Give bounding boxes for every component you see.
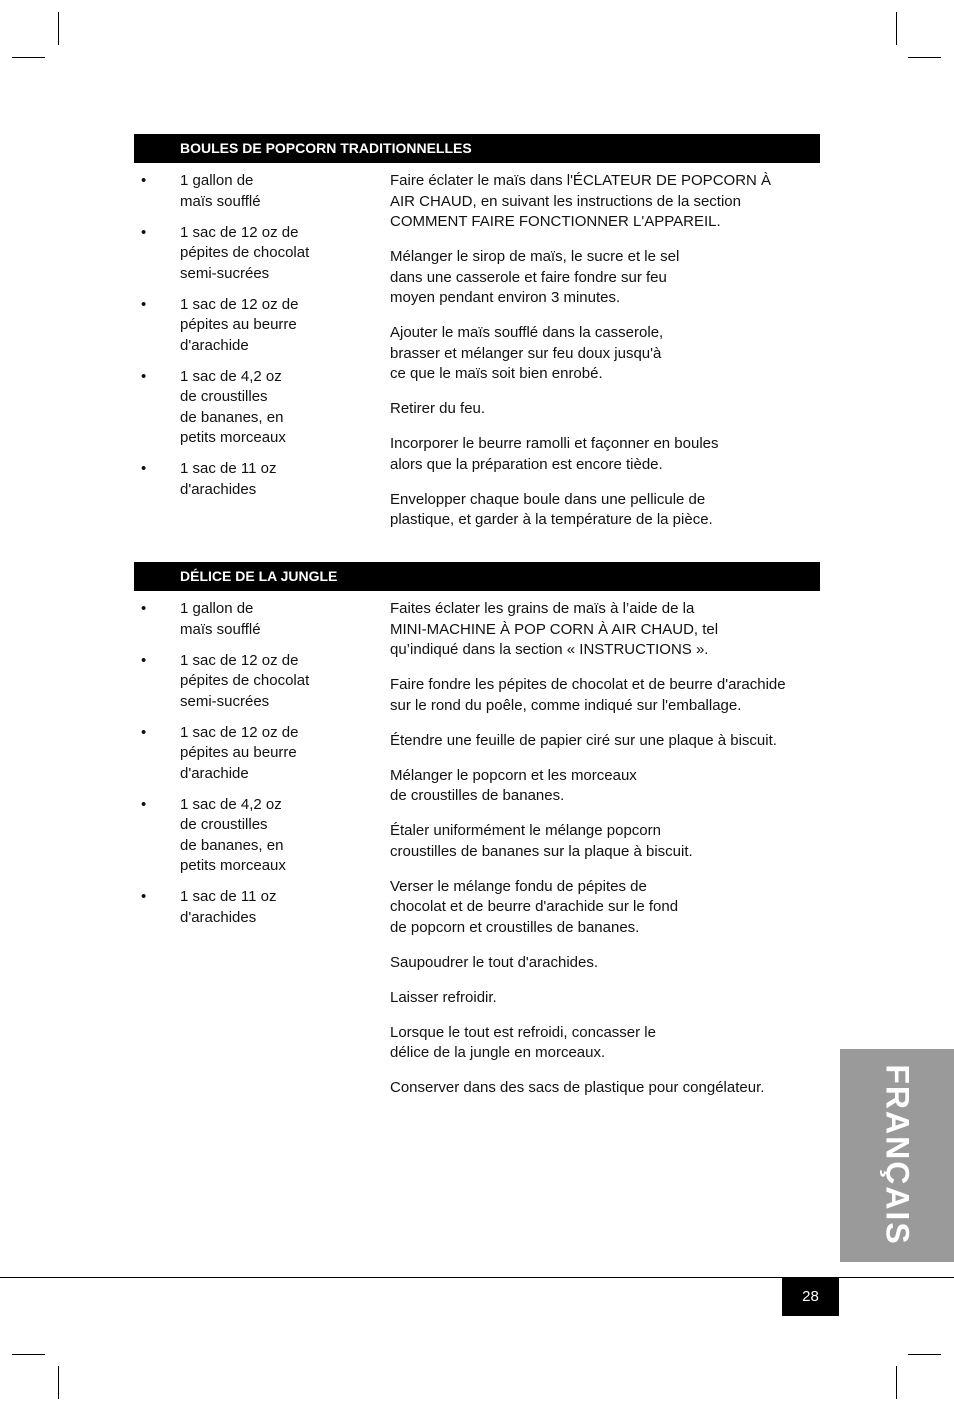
instruction-step: Lorsque le tout est refroidi, concasser le délice de la jungle en morceaux. — [390, 1023, 656, 1061]
crop-mark — [896, 1366, 897, 1399]
bullet-icon: • — [141, 295, 147, 313]
ingredient-text: 1 sac de 12 oz de pépites de chocolat semi-sucrées — [180, 651, 310, 710]
ingredient-item — [134, 223, 374, 285]
section-title: DÉLICE DE LA JUNGLE — [134, 562, 820, 591]
instruction-step: Étaler uniformément le mélange popcorn croustilles de bananes sur la plaque à biscuit. — [390, 822, 693, 860]
crop-mark — [12, 57, 45, 58]
ingredient-list — [134, 599, 374, 939]
ingredient-text: 1 sac de 11 oz d'arachides — [180, 888, 277, 926]
ingredient-item — [134, 651, 374, 713]
ingredient-text: 1 gallon de maïs soufflé — [180, 172, 261, 210]
ingredient-item — [134, 367, 374, 449]
instruction-step: Envelopper chaque boule dans une pellicule de plastique, et garder à la température de la pièce. — [390, 490, 713, 528]
ingredient-text: 1 sac de 12 oz de pépites au beurre d'arachide — [180, 723, 299, 782]
ingredient-text: 1 sac de 11 oz d'arachides — [180, 460, 277, 498]
crop-mark — [896, 12, 897, 45]
crop-mark — [58, 12, 59, 45]
instruction-step: Saupoudrer le tout d'arachides. — [390, 953, 599, 971]
instruction-list — [390, 599, 820, 1113]
crop-mark — [58, 1366, 59, 1399]
instruction-step: Laisser refroidir. — [390, 988, 497, 1006]
ingredient-text: 1 sac de 12 oz de pépites de chocolat semi-sucrées — [180, 223, 310, 282]
language-tab — [840, 1049, 954, 1262]
crop-mark — [908, 57, 941, 58]
ingredient-list — [134, 171, 374, 511]
bullet-icon: • — [141, 600, 147, 617]
bullet-icon: • — [141, 367, 147, 385]
recipe-section — [134, 134, 820, 534]
instruction-step: Mélanger le popcorn et les morceaux de croustilles de bananes. — [390, 766, 637, 804]
instruction-step: Mélanger le sirop de maïs, le sucre et le sel dans une casserole et faire fondre sur feu moyen pendant environ 3 minutes. — [390, 248, 680, 306]
bullet-icon: • — [141, 888, 147, 905]
ingredient-item — [134, 795, 374, 877]
ingredient-text: 1 sac de 12 oz de pépites au beurre d'arachide — [180, 295, 299, 354]
ingredient-item — [134, 295, 374, 357]
ingredient-item — [134, 887, 374, 928]
ingredient-text: 1 gallon de maïs soufflé — [180, 600, 261, 638]
instruction-step: Ajouter le maïs soufflé dans la casserole, brasser et mélanger sur feu doux jusqu'à ce que le maïs soit bien enrobé. — [390, 324, 664, 382]
recipe-section — [134, 562, 820, 1122]
instruction-step: Incorporer le beurre ramolli et façonner en boules alors que la préparation est encore tiède. — [390, 435, 719, 473]
bullet-icon: • — [141, 723, 147, 741]
page-number: 28 — [782, 1278, 839, 1316]
ingredient-text: 1 sac de 4,2 oz de croustilles de bananes, en petits morceaux — [180, 367, 286, 446]
instruction-step: Faire fondre les pépites de chocolat et de beurre d'arachide sur le rond du poêle, comme indiqué sur l'emballage. — [390, 676, 786, 714]
ingredient-item — [134, 171, 374, 212]
bullet-icon: • — [141, 795, 147, 813]
bullet-icon: • — [141, 651, 147, 669]
language-tab-label: FRANÇAIS — [879, 1064, 916, 1246]
crop-mark — [908, 1354, 941, 1355]
instruction-step: Verser le mélange fondu de pépites de chocolat et de beurre d'arachide sur le fond de popcorn et croustilles de bananes. — [390, 877, 679, 936]
instruction-step: Retirer du feu. — [390, 400, 486, 417]
ingredient-item — [134, 599, 374, 640]
ingredient-text: 1 sac de 4,2 oz de croustilles de bananes, en petits morceaux — [180, 795, 286, 874]
ingredient-item — [134, 723, 374, 785]
crop-mark — [12, 1354, 45, 1355]
bullet-icon: • — [141, 223, 147, 241]
bullet-icon: • — [141, 460, 147, 477]
instruction-step: Conserver dans des sacs de plastique pour congélateur. — [390, 1079, 765, 1096]
section-title: BOULES DE POPCORN TRADITIONNELLES — [134, 134, 820, 163]
instruction-step: Étendre une feuille de papier ciré sur une plaque à biscuit. — [390, 731, 777, 749]
ingredient-item — [134, 459, 374, 500]
instruction-list — [390, 171, 820, 545]
bullet-icon: • — [141, 172, 147, 189]
instruction-step: Faites éclater les grains de maïs à l’aide de la MINI-MACHINE À POP CORN À AIR CHAUD, tel qu’indiqué dans la section « INSTRUCTIONS ». — [390, 600, 719, 658]
instruction-step: Faire éclater le maïs dans l'ÉCLATEUR DE POPCORN À AIR CHAUD, en suivant les instructions de la section COMMENT FAIRE FONCTIONNER L'APPAREIL. — [390, 172, 772, 230]
